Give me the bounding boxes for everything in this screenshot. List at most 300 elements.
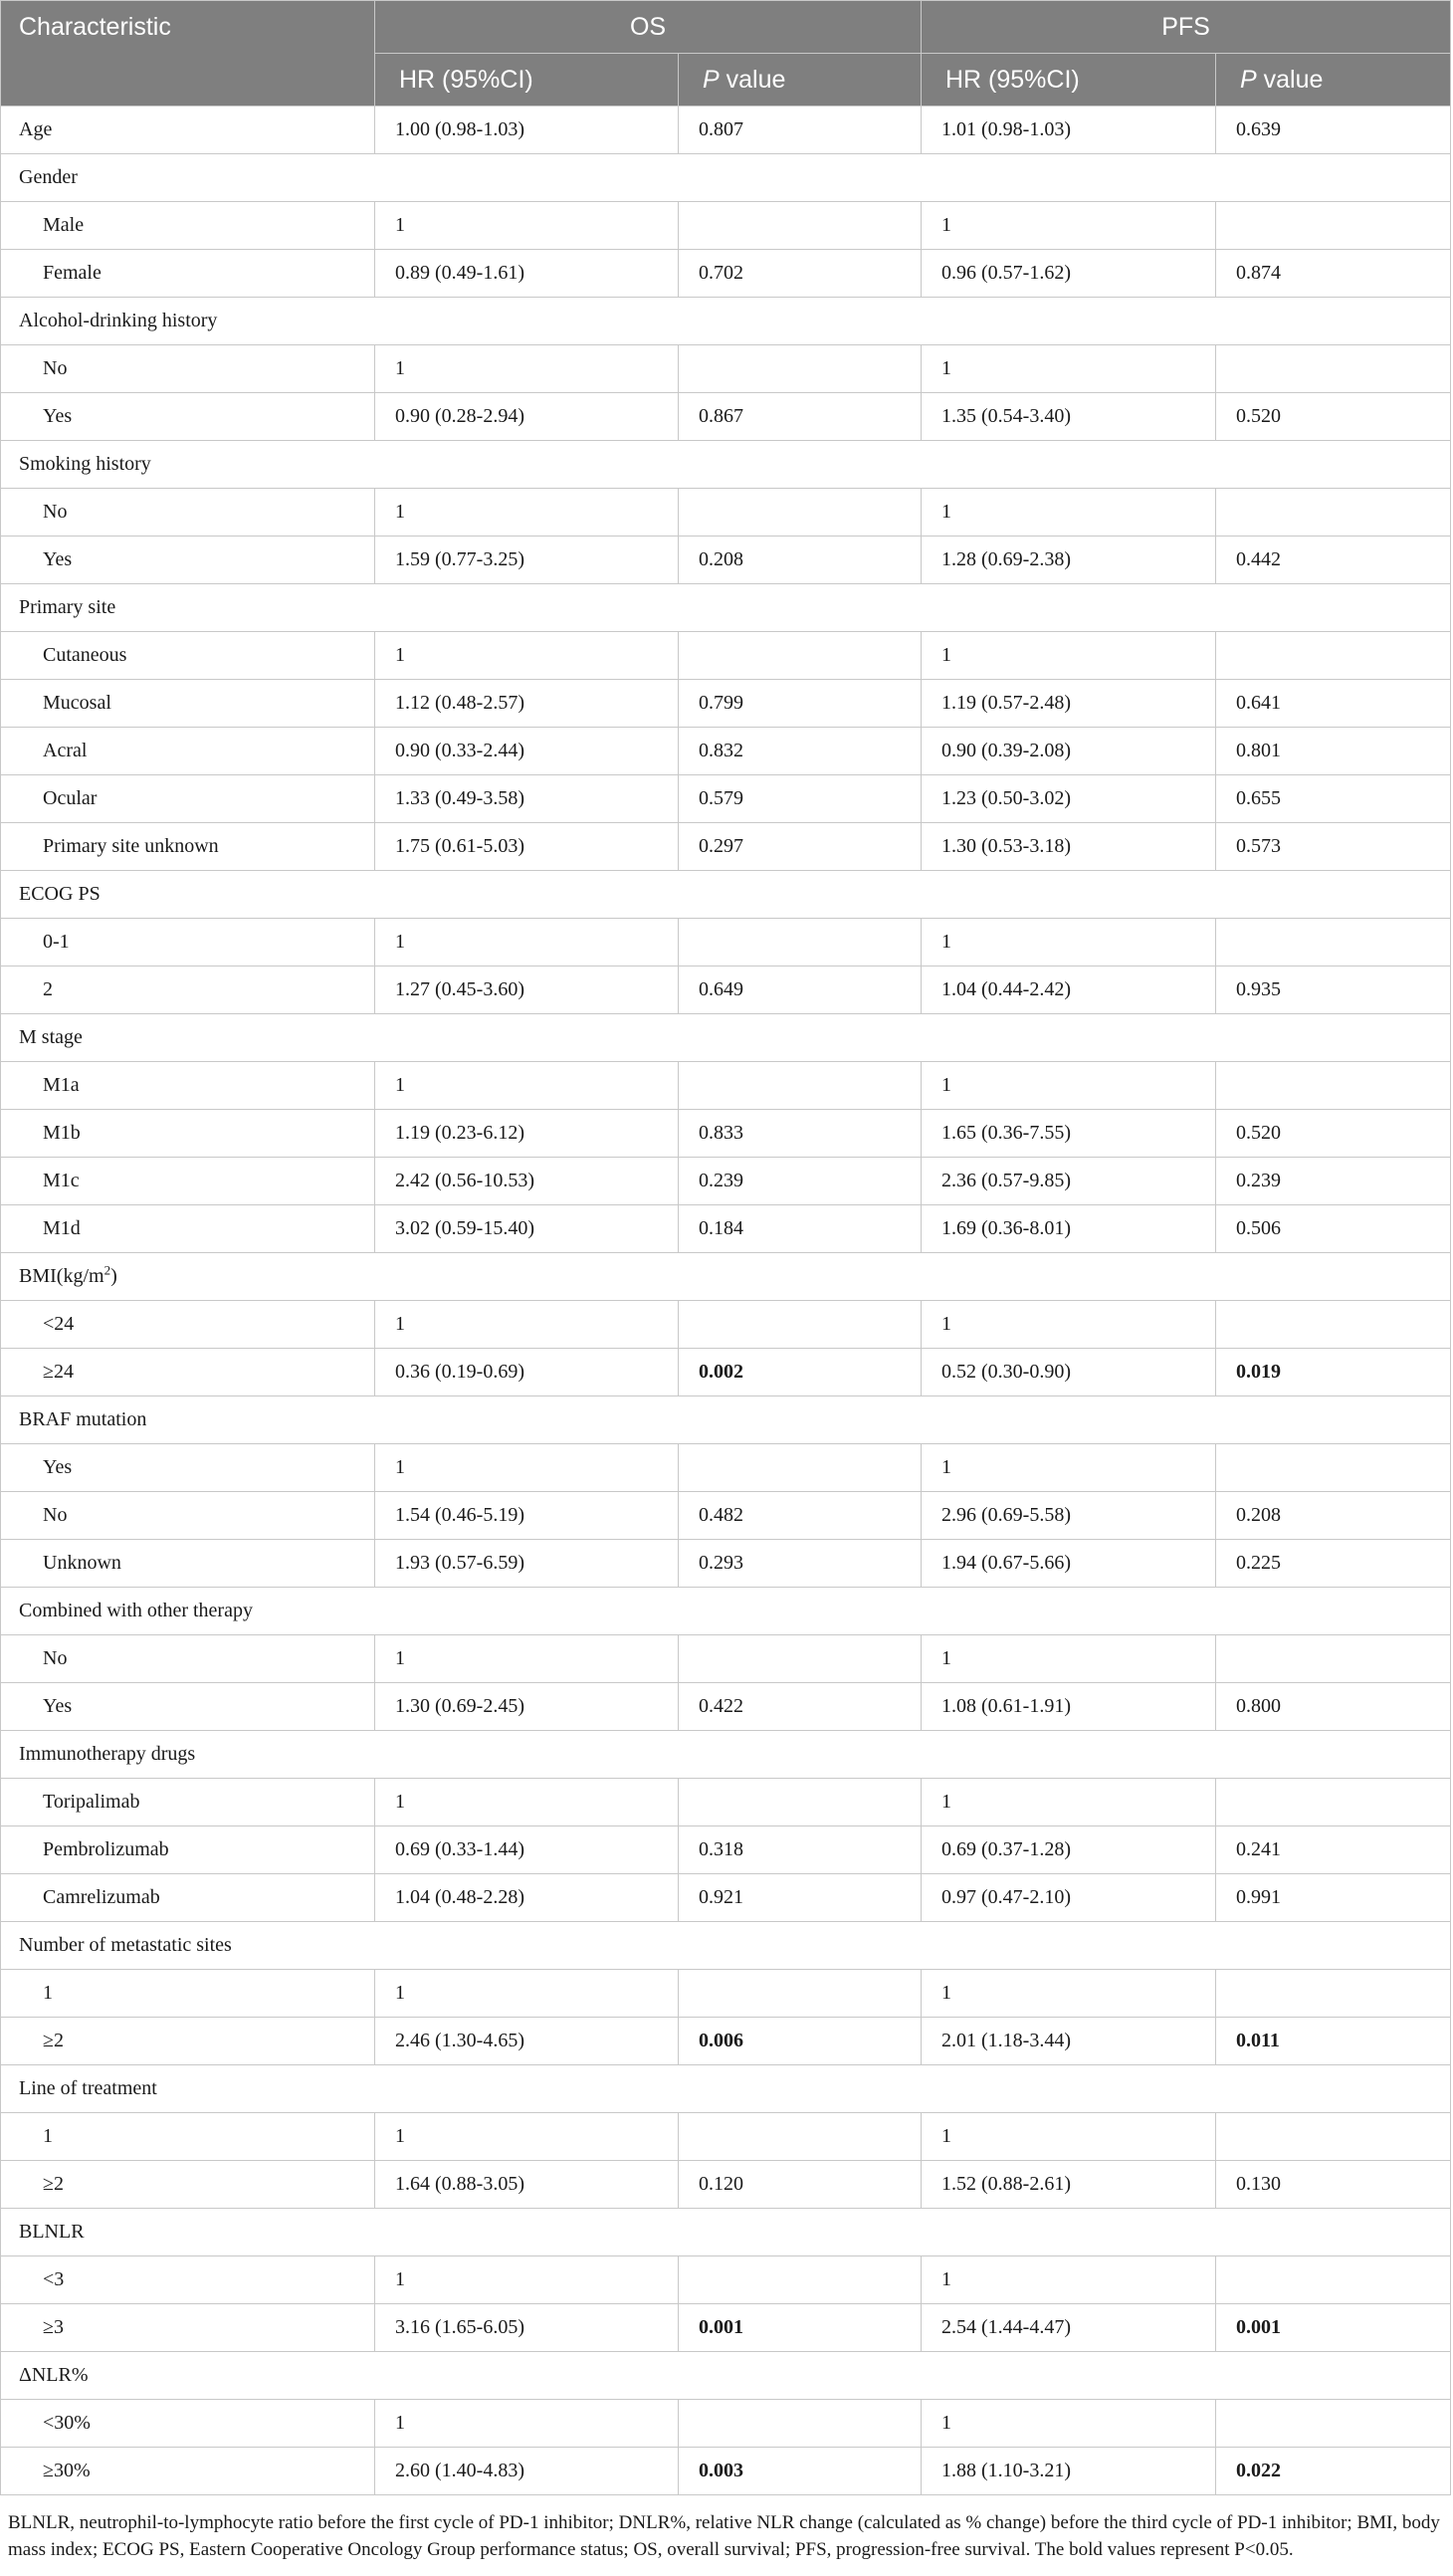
- os-p-cell: 0.184: [679, 1205, 922, 1253]
- table-row: [1, 2304, 1451, 2352]
- os-hr-cell: 1: [375, 2400, 679, 2448]
- os-hr-cell: 1: [375, 632, 679, 680]
- pfs-p-cell: [1216, 345, 1451, 393]
- table-category-row: [1, 1014, 1451, 1062]
- row-label: [1, 584, 1451, 632]
- pfs-p-cell: 0.011: [1216, 2018, 1451, 2065]
- os-p-cell: 0.422: [679, 1683, 922, 1731]
- os-p-cell: 0.799: [679, 680, 922, 728]
- row-label-text: <24: [43, 1313, 75, 1335]
- table-row: [1, 1158, 1451, 1205]
- table-body: [1, 107, 1451, 2495]
- row-label: [1, 1301, 375, 1349]
- row-label-text: Line of treatment: [19, 2077, 157, 2099]
- os-p-cell: [679, 2113, 922, 2161]
- os-hr-cell: 1.54 (0.46-5.19): [375, 1492, 679, 1540]
- pfs-p-cell: [1216, 2256, 1451, 2304]
- header-pfs: PFS: [922, 1, 1451, 54]
- pfs-p-cell: 0.225: [1216, 1540, 1451, 1588]
- pfs-p-cell: 0.874: [1216, 250, 1451, 298]
- table-category-row: [1, 1588, 1451, 1635]
- row-label: [1, 632, 375, 680]
- row-label: [1, 1922, 1451, 1970]
- row-label-text: Immunotherapy drugs: [19, 1743, 196, 1765]
- row-label: [1, 1588, 1451, 1635]
- row-label-text: ECOG PS: [19, 883, 101, 905]
- row-label: [1, 1444, 375, 1492]
- table-row: [1, 1540, 1451, 1588]
- pfs-hr-cell: 1.52 (0.88-2.61): [922, 2161, 1216, 2209]
- row-label-text: Smoking history: [19, 453, 151, 475]
- row-label: [1, 1970, 375, 2018]
- table-row: [1, 919, 1451, 966]
- os-p-cell: [679, 1301, 922, 1349]
- pfs-hr-cell: 1: [922, 1970, 1216, 2018]
- os-p-cell: 0.208: [679, 537, 922, 584]
- row-label-text: Female: [43, 262, 102, 284]
- pfs-hr-cell: 1: [922, 2400, 1216, 2448]
- row-label-text: BLNLR: [19, 2221, 85, 2243]
- table-category-row: [1, 584, 1451, 632]
- row-label: [1, 2209, 1451, 2256]
- os-p-cell: [679, 1970, 922, 2018]
- row-label: [1, 154, 1451, 202]
- pfs-hr-cell: 2.36 (0.57-9.85): [922, 1158, 1216, 1205]
- header-p-italic: P: [703, 65, 720, 94]
- table-category-row: [1, 871, 1451, 919]
- table-row: [1, 2256, 1451, 2304]
- os-p-cell: 0.006: [679, 2018, 922, 2065]
- os-hr-cell: 1.27 (0.45-3.60): [375, 966, 679, 1014]
- pfs-hr-cell: 1.23 (0.50-3.02): [922, 775, 1216, 823]
- os-hr-cell: 1: [375, 489, 679, 537]
- table-row: [1, 250, 1451, 298]
- row-label: [1, 1874, 375, 1922]
- pfs-p-cell: [1216, 1970, 1451, 2018]
- os-p-cell: 0.579: [679, 775, 922, 823]
- row-label: [1, 202, 375, 250]
- table-category-row: [1, 154, 1451, 202]
- pfs-p-cell: 0.130: [1216, 2161, 1451, 2209]
- pfs-p-cell: 0.208: [1216, 1492, 1451, 1540]
- pfs-p-cell: 0.442: [1216, 537, 1451, 584]
- table-row: [1, 107, 1451, 154]
- row-label-text: Number of metastatic sites: [19, 1934, 232, 1956]
- table-row: [1, 1683, 1451, 1731]
- pfs-hr-cell: 1.94 (0.67-5.66): [922, 1540, 1216, 1588]
- pfs-hr-cell: 1.65 (0.36-7.55): [922, 1110, 1216, 1158]
- row-label-text: Gender: [19, 166, 78, 188]
- row-label: [1, 1826, 375, 1874]
- pfs-p-cell: [1216, 919, 1451, 966]
- row-label: [1, 2352, 1451, 2400]
- table-row: [1, 1110, 1451, 1158]
- row-label: [1, 1540, 375, 1588]
- os-hr-cell: 1.00 (0.98-1.03): [375, 107, 679, 154]
- pfs-p-cell: 0.573: [1216, 823, 1451, 871]
- os-p-cell: 0.239: [679, 1158, 922, 1205]
- header-os-hr: HR (95%CI): [375, 54, 679, 107]
- os-hr-cell: 2.46 (1.30-4.65): [375, 2018, 679, 2065]
- os-p-cell: 0.921: [679, 1874, 922, 1922]
- row-label-text: Toripalimab: [43, 1791, 140, 1813]
- row-label: [1, 2400, 375, 2448]
- table-row: [1, 632, 1451, 680]
- row-label: [1, 966, 375, 1014]
- os-hr-cell: 1: [375, 1444, 679, 1492]
- pfs-hr-cell: 0.52 (0.30-0.90): [922, 1349, 1216, 1396]
- row-label-text: M1c: [43, 1170, 80, 1191]
- row-label-text: Alcohol-drinking history: [19, 310, 218, 331]
- pfs-p-cell: [1216, 2400, 1451, 2448]
- os-p-cell: [679, 632, 922, 680]
- table-row: [1, 1779, 1451, 1826]
- row-label-text: M1a: [43, 1074, 80, 1096]
- row-label-text: 0-1: [43, 931, 70, 953]
- row-label-text: BMI(kg/m: [19, 1265, 104, 1287]
- os-hr-cell: 1.04 (0.48-2.28): [375, 1874, 679, 1922]
- table-row: [1, 1874, 1451, 1922]
- os-p-cell: [679, 202, 922, 250]
- row-label-suffix: ): [110, 1265, 117, 1287]
- row-label: [1, 1396, 1451, 1444]
- os-hr-cell: 1.19 (0.23-6.12): [375, 1110, 679, 1158]
- row-label-text: M stage: [19, 1026, 83, 1048]
- row-label: [1, 298, 1451, 345]
- os-p-cell: 0.003: [679, 2448, 922, 2495]
- table-row: [1, 2113, 1451, 2161]
- pfs-hr-cell: 1.30 (0.53-3.18): [922, 823, 1216, 871]
- row-label: [1, 1110, 375, 1158]
- row-label: [1, 345, 375, 393]
- os-hr-cell: 1: [375, 1301, 679, 1349]
- pfs-hr-cell: 1: [922, 489, 1216, 537]
- os-p-cell: 0.001: [679, 2304, 922, 2352]
- table-row: [1, 2448, 1451, 2495]
- row-label: [1, 1014, 1451, 1062]
- header-os: OS: [375, 1, 922, 54]
- os-p-cell: [679, 1779, 922, 1826]
- table-row: [1, 2400, 1451, 2448]
- pfs-p-cell: [1216, 489, 1451, 537]
- row-label: [1, 919, 375, 966]
- row-label-text: <3: [43, 2268, 65, 2290]
- os-p-cell: 0.867: [679, 393, 922, 441]
- os-p-cell: [679, 1062, 922, 1110]
- table-category-row: [1, 1922, 1451, 1970]
- pfs-p-cell: 0.639: [1216, 107, 1451, 154]
- row-label: [1, 2448, 375, 2495]
- os-hr-cell: 1: [375, 2113, 679, 2161]
- pfs-hr-cell: 1: [922, 919, 1216, 966]
- table-row: [1, 1635, 1451, 1683]
- row-label-text: Age: [19, 118, 53, 140]
- pfs-hr-cell: 1: [922, 1062, 1216, 1110]
- row-label-text: Yes: [43, 1695, 73, 1717]
- header-pfs-p: [1216, 54, 1451, 107]
- row-label-text: ΔNLR%: [19, 2364, 89, 2386]
- row-label-text: ≥2: [43, 2173, 64, 2195]
- table-category-row: [1, 2065, 1451, 2113]
- row-label-text: No: [43, 357, 68, 379]
- pfs-p-cell: 0.506: [1216, 1205, 1451, 1253]
- row-label-text: Primary site unknown: [43, 835, 219, 857]
- os-p-cell: [679, 489, 922, 537]
- os-hr-cell: 2.42 (0.56-10.53): [375, 1158, 679, 1205]
- os-p-cell: 0.120: [679, 2161, 922, 2209]
- row-label-text: Combined with other therapy: [19, 1600, 253, 1621]
- row-label: [1, 1779, 375, 1826]
- os-p-cell: [679, 1444, 922, 1492]
- os-hr-cell: 1: [375, 1779, 679, 1826]
- os-p-cell: 0.702: [679, 250, 922, 298]
- pfs-p-cell: 0.991: [1216, 1874, 1451, 1922]
- row-label-text: Ocular: [43, 787, 98, 809]
- table-category-row: [1, 1253, 1451, 1301]
- row-label: [1, 1635, 375, 1683]
- os-hr-cell: 1.75 (0.61-5.03): [375, 823, 679, 871]
- table-row: [1, 1062, 1451, 1110]
- table-row: [1, 345, 1451, 393]
- row-label: [1, 728, 375, 775]
- row-label: [1, 250, 375, 298]
- row-label: [1, 1062, 375, 1110]
- pfs-hr-cell: 1.08 (0.61-1.91): [922, 1683, 1216, 1731]
- pfs-hr-cell: 1: [922, 1779, 1216, 1826]
- table-category-row: [1, 2352, 1451, 2400]
- os-p-cell: 0.807: [679, 107, 922, 154]
- row-label: [1, 107, 375, 154]
- row-label-text: Yes: [43, 1456, 73, 1478]
- table-category-row: [1, 1396, 1451, 1444]
- table-row: [1, 2018, 1451, 2065]
- os-p-cell: 0.318: [679, 1826, 922, 1874]
- pfs-hr-cell: 1.28 (0.69-2.38): [922, 537, 1216, 584]
- os-hr-cell: 0.89 (0.49-1.61): [375, 250, 679, 298]
- row-label-text: No: [43, 1504, 68, 1526]
- pfs-hr-cell: 1.35 (0.54-3.40): [922, 393, 1216, 441]
- row-label-text: Camrelizumab: [43, 1886, 160, 1908]
- row-label-text: 1: [43, 1982, 53, 2004]
- row-label: [1, 1683, 375, 1731]
- os-hr-cell: 1.33 (0.49-3.58): [375, 775, 679, 823]
- row-label: [1, 1205, 375, 1253]
- row-label: [1, 1731, 1451, 1779]
- pfs-p-cell: 0.239: [1216, 1158, 1451, 1205]
- table-row: [1, 1349, 1451, 1396]
- table-row: [1, 680, 1451, 728]
- table-category-row: [1, 298, 1451, 345]
- pfs-p-cell: 0.655: [1216, 775, 1451, 823]
- os-p-cell: [679, 345, 922, 393]
- row-label-text: Pembrolizumab: [43, 1838, 169, 1860]
- pfs-hr-cell: 1: [922, 1301, 1216, 1349]
- os-p-cell: 0.482: [679, 1492, 922, 1540]
- pfs-hr-cell: 0.90 (0.39-2.08): [922, 728, 1216, 775]
- row-label: [1, 823, 375, 871]
- row-label: [1, 2018, 375, 2065]
- os-hr-cell: 1.12 (0.48-2.57): [375, 680, 679, 728]
- pfs-hr-cell: 1.01 (0.98-1.03): [922, 107, 1216, 154]
- table-header: [1, 1, 1451, 107]
- os-p-cell: [679, 2256, 922, 2304]
- row-label: [1, 489, 375, 537]
- pfs-hr-cell: 1: [922, 202, 1216, 250]
- pfs-hr-cell: 0.97 (0.47-2.10): [922, 1874, 1216, 1922]
- pfs-p-cell: 0.001: [1216, 2304, 1451, 2352]
- table-row: [1, 1492, 1451, 1540]
- row-label: [1, 2304, 375, 2352]
- pfs-p-cell: [1216, 1779, 1451, 1826]
- table-row: [1, 393, 1451, 441]
- table-row: [1, 966, 1451, 1014]
- header-p-rest: value: [719, 65, 786, 94]
- pfs-hr-cell: 2.96 (0.69-5.58): [922, 1492, 1216, 1540]
- os-hr-cell: 1: [375, 202, 679, 250]
- row-label-superscript: 2: [104, 1262, 111, 1278]
- pfs-p-cell: 0.022: [1216, 2448, 1451, 2495]
- row-label: [1, 871, 1451, 919]
- row-label: [1, 393, 375, 441]
- row-label-text: ≥30%: [43, 2460, 91, 2481]
- row-label-text: Cutaneous: [43, 644, 127, 666]
- pfs-p-cell: [1216, 1444, 1451, 1492]
- row-label-text: ≥24: [43, 1361, 74, 1383]
- pfs-p-cell: 0.520: [1216, 1110, 1451, 1158]
- pfs-p-cell: 0.800: [1216, 1683, 1451, 1731]
- os-p-cell: [679, 919, 922, 966]
- os-hr-cell: 1.64 (0.88-3.05): [375, 2161, 679, 2209]
- pfs-p-cell: [1216, 632, 1451, 680]
- row-label-text: Yes: [43, 548, 73, 570]
- row-label-text: M1d: [43, 1217, 81, 1239]
- os-hr-cell: 0.36 (0.19-0.69): [375, 1349, 679, 1396]
- header-p-rest: value: [1256, 65, 1324, 94]
- os-hr-cell: 1.59 (0.77-3.25): [375, 537, 679, 584]
- table-row: [1, 1444, 1451, 1492]
- pfs-p-cell: 0.019: [1216, 1349, 1451, 1396]
- pfs-hr-cell: 1.88 (1.10-3.21): [922, 2448, 1216, 2495]
- row-label: [1, 2065, 1451, 2113]
- pfs-hr-cell: 1.69 (0.36-8.01): [922, 1205, 1216, 1253]
- row-label-text: No: [43, 1647, 68, 1669]
- row-label: [1, 1349, 375, 1396]
- header-os-p: [679, 54, 922, 107]
- table-footnote: BLNLR, neutrophil-to-lymphocyte ratio before the first cycle of PD-1 inhibitor; DNLR%, relative NLR change (calculated as % change) before the third cycle of PD-1 inhibitor; BMI, body mass index; ECOG PS, Eastern Cooperative Oncology Group performance status; OS, overall survival; PFS, progression-free survival. The bold values represent P<0.05.: [8, 2512, 1440, 2560]
- row-label: [1, 680, 375, 728]
- row-label: [1, 775, 375, 823]
- table-row: [1, 728, 1451, 775]
- pfs-p-cell: [1216, 1635, 1451, 1683]
- pfs-hr-cell: 0.69 (0.37-1.28): [922, 1826, 1216, 1874]
- table-row: [1, 202, 1451, 250]
- row-label: [1, 1253, 1451, 1301]
- pfs-p-cell: [1216, 1301, 1451, 1349]
- os-hr-cell: 1: [375, 345, 679, 393]
- table-row: [1, 823, 1451, 871]
- table-row: [1, 489, 1451, 537]
- row-label: [1, 1158, 375, 1205]
- pfs-hr-cell: 1.19 (0.57-2.48): [922, 680, 1216, 728]
- pfs-hr-cell: 1: [922, 2256, 1216, 2304]
- pfs-p-cell: 0.520: [1216, 393, 1451, 441]
- row-label: [1, 2256, 375, 2304]
- table-row: [1, 537, 1451, 584]
- pfs-p-cell: 0.241: [1216, 1826, 1451, 1874]
- pfs-hr-cell: 2.01 (1.18-3.44): [922, 2018, 1216, 2065]
- os-hr-cell: 1: [375, 1970, 679, 2018]
- os-p-cell: 0.832: [679, 728, 922, 775]
- table-row: [1, 775, 1451, 823]
- row-label-text: Acral: [43, 740, 88, 761]
- os-p-cell: 0.293: [679, 1540, 922, 1588]
- row-label-text: Unknown: [43, 1552, 121, 1574]
- os-hr-cell: 3.02 (0.59-15.40): [375, 1205, 679, 1253]
- os-p-cell: 0.649: [679, 966, 922, 1014]
- pfs-hr-cell: 1: [922, 632, 1216, 680]
- row-label: [1, 2113, 375, 2161]
- row-label-text: M1b: [43, 1122, 81, 1144]
- row-label-text: Mucosal: [43, 692, 111, 714]
- pfs-hr-cell: 0.96 (0.57-1.62): [922, 250, 1216, 298]
- os-hr-cell: 0.90 (0.33-2.44): [375, 728, 679, 775]
- pfs-p-cell: [1216, 2113, 1451, 2161]
- table-row: [1, 1205, 1451, 1253]
- table-row: [1, 1826, 1451, 1874]
- table-category-row: [1, 1731, 1451, 1779]
- pfs-p-cell: [1216, 1062, 1451, 1110]
- os-hr-cell: 1: [375, 1635, 679, 1683]
- row-label-text: BRAF mutation: [19, 1408, 147, 1430]
- table-category-row: [1, 2209, 1451, 2256]
- table-category-row: [1, 441, 1451, 489]
- row-label-text: Primary site: [19, 596, 116, 618]
- row-label-text: ≥2: [43, 2030, 64, 2051]
- row-label: [1, 1492, 375, 1540]
- pfs-hr-cell: 1: [922, 1635, 1216, 1683]
- row-label: [1, 441, 1451, 489]
- header-characteristic: Characteristic: [1, 1, 375, 107]
- row-label-text: Male: [43, 214, 85, 236]
- pfs-p-cell: [1216, 202, 1451, 250]
- row-label-text: ≥3: [43, 2316, 64, 2338]
- os-hr-cell: 0.90 (0.28-2.94): [375, 393, 679, 441]
- os-hr-cell: 1: [375, 2256, 679, 2304]
- os-hr-cell: 1.93 (0.57-6.59): [375, 1540, 679, 1588]
- table-row: [1, 1301, 1451, 1349]
- header-pfs-hr: HR (95%CI): [922, 54, 1216, 107]
- row-label-text: 2: [43, 978, 53, 1000]
- os-hr-cell: 2.60 (1.40-4.83): [375, 2448, 679, 2495]
- os-hr-cell: 3.16 (1.65-6.05): [375, 2304, 679, 2352]
- pfs-hr-cell: 1: [922, 345, 1216, 393]
- row-label-text: <30%: [43, 2412, 91, 2434]
- pfs-p-cell: 0.641: [1216, 680, 1451, 728]
- os-hr-cell: 1: [375, 1062, 679, 1110]
- table-row: [1, 2161, 1451, 2209]
- os-hr-cell: 0.69 (0.33-1.44): [375, 1826, 679, 1874]
- row-label-text: No: [43, 501, 68, 523]
- pfs-p-cell: 0.935: [1216, 966, 1451, 1014]
- row-label: [1, 537, 375, 584]
- os-p-cell: [679, 1635, 922, 1683]
- table-row: [1, 1970, 1451, 2018]
- row-label: [1, 2161, 375, 2209]
- os-p-cell: 0.002: [679, 1349, 922, 1396]
- pfs-hr-cell: 1: [922, 2113, 1216, 2161]
- os-p-cell: [679, 2400, 922, 2448]
- pfs-hr-cell: 1: [922, 1444, 1216, 1492]
